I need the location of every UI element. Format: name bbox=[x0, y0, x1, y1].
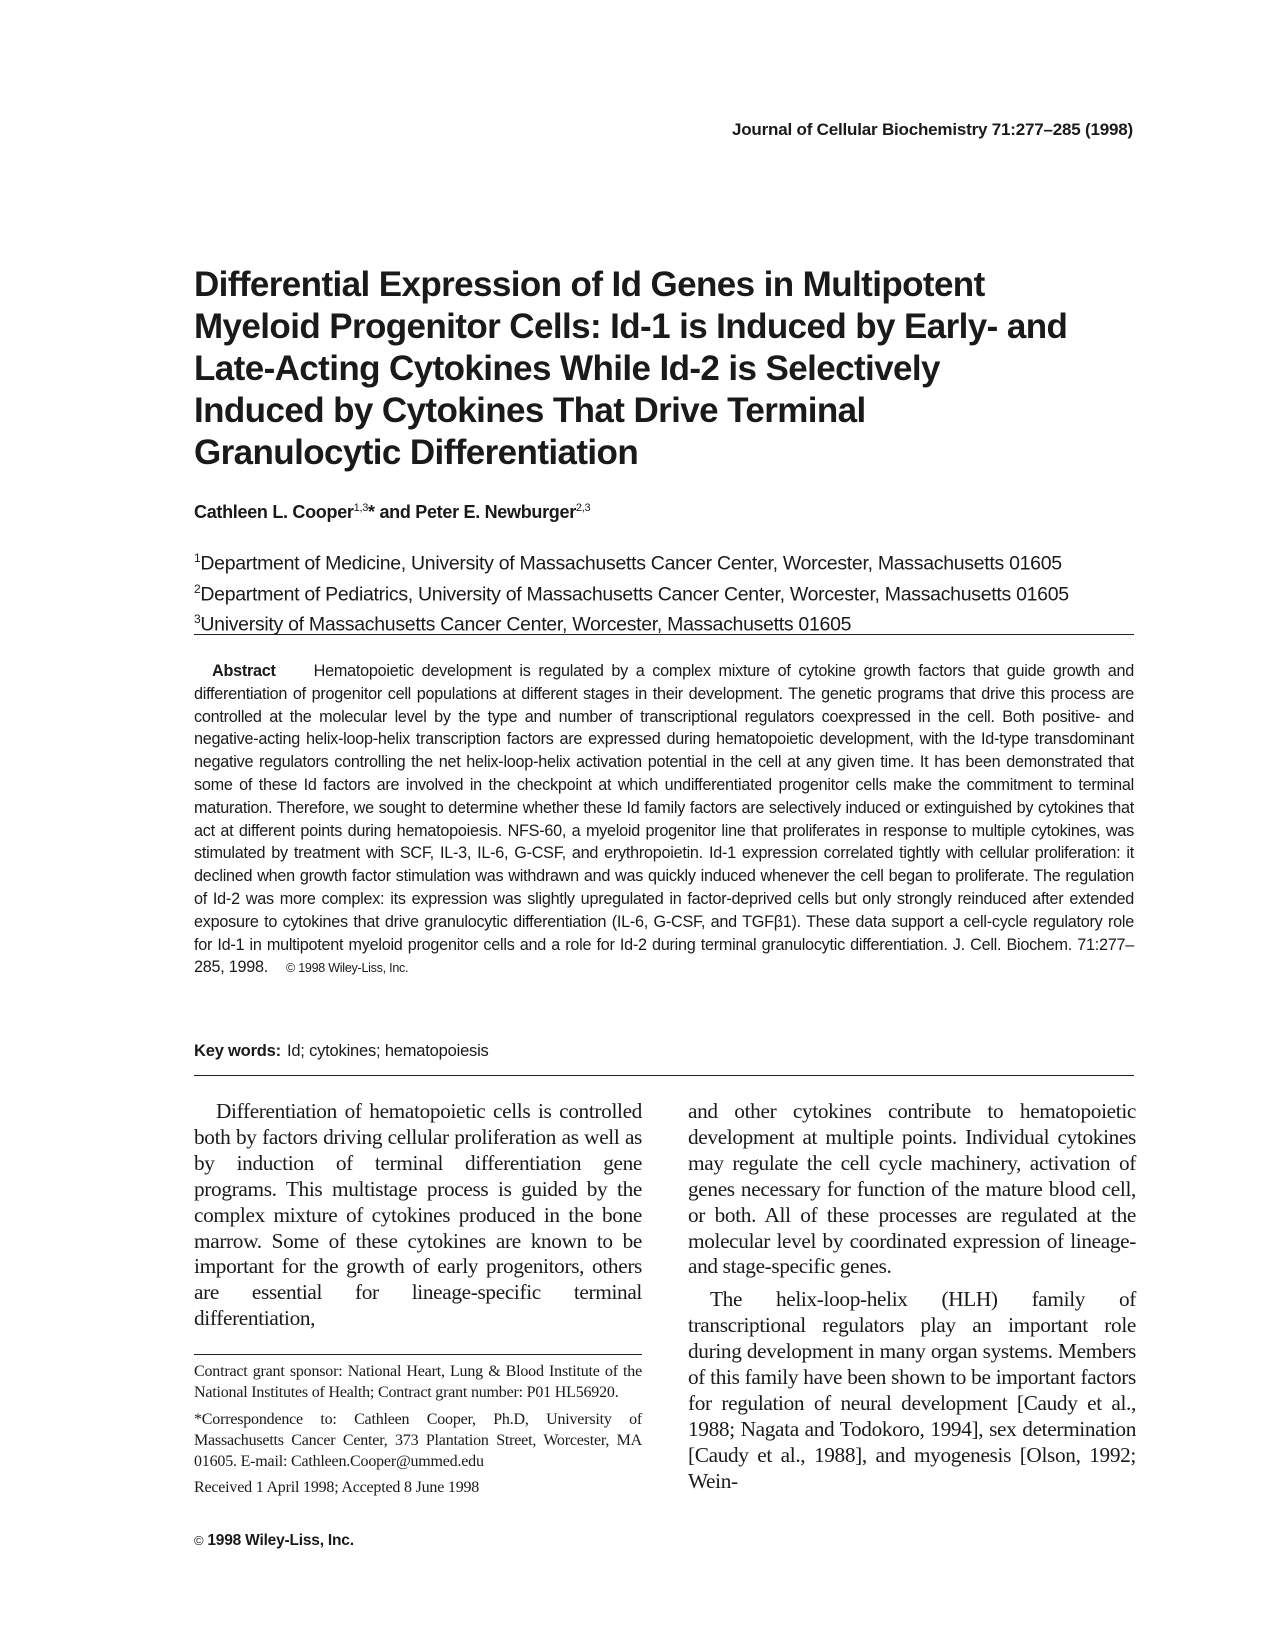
footer-copyright bbox=[194, 1532, 354, 1550]
keywords-text: Id; cytokines; hematopoiesis bbox=[286, 1042, 489, 1060]
article-title: Differential Expression of Id Genes in Multipotent Myeloid Progenitor Cells: Id-1 is Induced by Early- and Late-Acting Cytokines While Id-2 is Selectively Induced by Cytokines That Drive Terminal Granulocytic Differentiation bbox=[194, 265, 1068, 472]
affiliation-2 bbox=[194, 577, 1134, 608]
footnote-grant: Contract grant sponsor: National Heart, Lung & Blood Institute of the National Institutes of Health; Contract grant number: P01 HL56920. bbox=[194, 1363, 642, 1402]
affiliation-3 bbox=[194, 607, 1134, 638]
keywords bbox=[194, 1042, 489, 1061]
affiliation-1-number: 1 bbox=[194, 551, 201, 565]
footnote-received: Received 1 April 1998; Accepted 8 June 1998 bbox=[194, 1479, 480, 1497]
footer-copyright-text: 1998 Wiley-Liss, Inc. bbox=[207, 1532, 354, 1549]
author-1-affiliation-marker: 1,3 bbox=[353, 502, 369, 514]
abstract-copyright: © 1998 Wiley-Liss, Inc. bbox=[286, 961, 409, 976]
body-top-rule bbox=[194, 1075, 1134, 1076]
author-2-affiliation-marker: 2,3 bbox=[575, 502, 591, 514]
affiliation-3-number: 3 bbox=[194, 612, 201, 626]
body-paragraph-2: and other cytokines contribute to hematopoietic development at multiple points. Individual cytokines may regulate the cell cycle machinery, activation of genes necessary for function of the mature blood cell, or both. All of these processes are regulated at the molecular level by coordinated expression of lineage- and stage-specific genes. bbox=[688, 1099, 1136, 1279]
abstract-top-rule bbox=[194, 634, 1134, 635]
abstract bbox=[194, 660, 1134, 980]
body-paragraph-3: The helix-loop-helix (HLH) family of transcriptional regulators play an important role during development in many organ systems. Members of this family have been shown to be important factors for regulation of neural development [Caudy et al., 1988; Nagata and Todokoro, 1994], sex determination [Caudy et al., 1988], and myogenesis [Olson, 1992; Wein- bbox=[688, 1287, 1136, 1493]
affiliations bbox=[194, 546, 1134, 638]
journal-citation: Journal of Cellular Biochemistry 71:277–285 (1998) bbox=[731, 120, 1133, 139]
author-1-name: Cathleen L. Cooper bbox=[194, 502, 354, 522]
author-conjunction: and bbox=[374, 502, 416, 522]
author-2-name: Peter E. Newburger bbox=[415, 502, 576, 522]
body-left-column bbox=[194, 1099, 642, 1332]
keywords-label: Key words: bbox=[194, 1042, 281, 1060]
footnote-rule bbox=[194, 1354, 642, 1355]
abstract-text: Hematopoietic development is regulated by a complex mixture of cytokine growth factors that guide growth and differentiation of progenitor cell populations at different stages in their development. The genetic programs that drive this process are controlled at the molecular level by the type and number of transcriptional regulators coexpressed in the cell. Both positive- and negative-acting helix-loop-helix transcription factors are expressed during hematopoietic development, with the Id-type transdominant negative regulators controlling the net helix-loop-helix activation potential in the cell at any given time. It has been demonstrated that some of these Id factors are involved in the checkpoint at which undifferentiated progenitor cells make the commitment to terminal maturation. Therefore, we sought to determine whether these Id family factors are selectively induced or extinguished by cytokines that act at different points during hematopoiesis. NFS-60, a myeloid progenitor line that proliferates in response to multiple cytokines, was stimulated by treatment with SCF, IL-3, IL-6, G-CSF, and erythropoietin. Id-1 expression correlated tightly with cellular proliferation: it declined when growth factor stimulation was withdrawn and was quickly induced whenever the cell began to proliferate. The regulation of Id-2 was more complex: its expression was slightly upregulated in factor-deprived cells but only strongly reinduced after extended exposure to cytokines that drive granulocytic differentiation (IL-6, G-CSF, and TGFβ1). These data support a cell-cycle regulatory role for Id-1 in multipotent myeloid progenitor cells and a role for Id-2 during terminal granulocytic differentiation. J. Cell. Biochem. 71:277–285, 1998. bbox=[194, 662, 1134, 977]
body-right-column bbox=[688, 1099, 1136, 1495]
body-paragraph-1: Differentiation of hematopoietic cells is controlled both by factors driving cellular proliferation as well as by induction of terminal differentiation gene programs. This multistage process is guided by the complex mixture of cytokines produced in the bone marrow. Some of these cytokines are known to be important for the growth of early progenitors, others are essential for lineage-specific terminal differentiation, bbox=[194, 1099, 642, 1331]
affiliation-3-text: University of Massachusetts Cancer Center, Worcester, Massachusetts 01605 bbox=[200, 613, 852, 636]
footnotes bbox=[194, 1361, 642, 1504]
author-line bbox=[194, 502, 590, 523]
affiliation-1-text: Department of Medicine, University of Massachusetts Cancer Center, Worcester, Massachusetts 01605 bbox=[200, 552, 1062, 575]
abstract-label: Abstract bbox=[212, 662, 276, 680]
affiliation-1 bbox=[194, 546, 1134, 577]
affiliation-2-number: 2 bbox=[194, 581, 201, 596]
affiliation-2-text: Department of Pediatrics, University of Massachusetts Cancer Center, Worcester, Massachusetts 01605 bbox=[200, 583, 1069, 605]
footnote-correspondence: *Correspondence to: Cathleen Cooper, Ph.D, University of Massachusetts Cancer Center, 373 Plantation Street, Worcester, MA 01605. E-mail: Cathleen.Cooper@ummed.edu bbox=[194, 1410, 642, 1471]
copyright-symbol: © bbox=[194, 1533, 204, 1548]
corresponding-author-mark: * bbox=[368, 502, 375, 522]
